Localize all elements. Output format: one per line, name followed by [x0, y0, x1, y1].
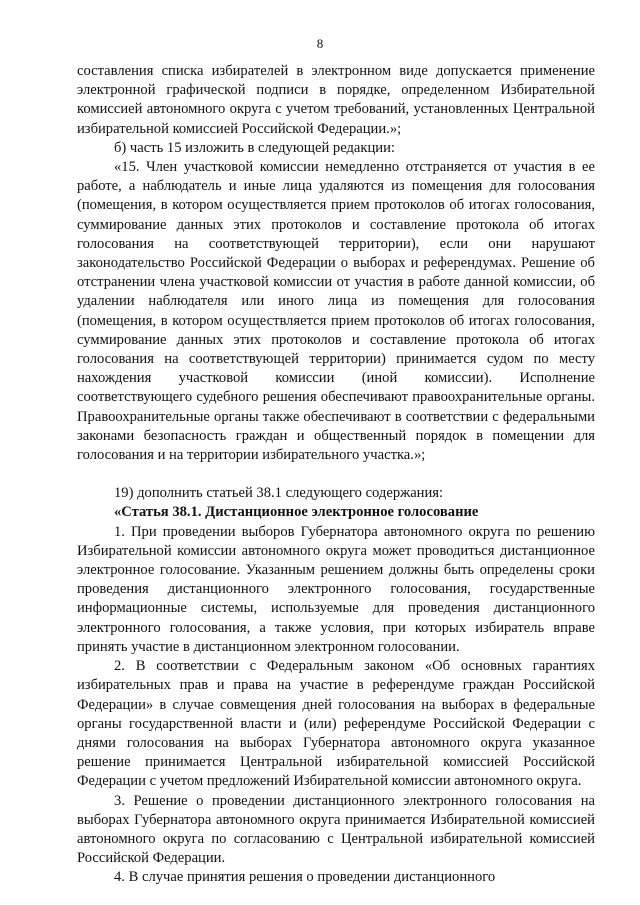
- paragraph-continuation: составления списка избирателей в электронном виде допускается применение электронной графической подписи в порядке, определенном Избирательной комиссией автономного округа с учетом требований, установленных Центральной избирательной комиссией Российской Федерации.»;: [77, 63, 595, 137]
- paragraph-item-19: 19) дополнить статьей 38.1 следующего содержания:: [114, 485, 444, 502]
- document-body: [77, 62, 595, 888]
- paragraph-article-part-4: 4. В случае принятия решения о проведении дистанционного: [114, 869, 496, 886]
- paragraph-article-part-2: 2. В соответствии с Федеральным законом «Об основных гарантиях избирательных прав и права на участие в референдуме граждан Российской Федерации» в случае совмещения дней голосования на выборах в федеральные органы государственной власти и (или) референдуме Российской Федерации с днями голосования на выборах Губернатора автономного округа указанное решение принимается Центральной избирательной комиссией Российской Федерации с учетом предложений Избирательной комиссии автономного округа.: [77, 658, 595, 790]
- article-heading: «Статья 38.1. Дистанционное электронное голосование: [114, 504, 479, 521]
- paragraph-part-15: «15. Член участковой комиссии немедленно отстраняется от участия в ее работе, а наблюдатель и иные лица удаляются из помещения для голосования (помещения, в котором осуществляется прием протоколов об итогах голосования, суммирование данных этих протоколов и составление протокола об итогах голосования на соответствующей территории), если они нарушают законодательство Российской Федерации о выборах и референдумах. Решение об отстранении члена участковой комиссии от участия в работе данной комиссии, об удалении наблюдателя или иного лица из помещения для голосования (помещения, в котором осуществляется прием протоколов об итогах голосования, суммирование данных этих протоколов и составление протокола об итогах голосования на соответствующей территории) принимается судом по месту нахождения участковой комиссии (иной комиссии). Исполнение соответствующего судебного решения обеспечивают правоохранительные органы. Правоохранительные органы также обеспечивают в соответствии с федеральными законами безопасность граждан и общественный порядок в помещении для голосования и на территории избирательного участка.»;: [77, 159, 595, 464]
- paragraph-article-part-3: 3. Решение о проведении дистанционного электронного голосования на выборах Губернатора автономного округа принимается Избирательной комиссией автономного округа по согласованию с Центральной избирательной комиссией Российской Федерации.: [77, 792, 595, 867]
- paragraph-amendment-b: б) часть 15 изложить в следующей редакции:: [114, 139, 395, 156]
- page-number: 8: [316, 36, 324, 51]
- paragraph-article-part-1: 1. При проведении выборов Губернатора автономного округа по решению Избирательной комиссии автономного округа может проводиться дистанционное электронное голосование. Указанным решением должны быть определены сроки проведения дистанционного электронного голосования, государственные информационные системы, используемые для проведения дистанционного электронного голосования, а также условия, при которых избиратель вправе принять участие в дистанционном электронном голосовании.: [77, 523, 595, 655]
